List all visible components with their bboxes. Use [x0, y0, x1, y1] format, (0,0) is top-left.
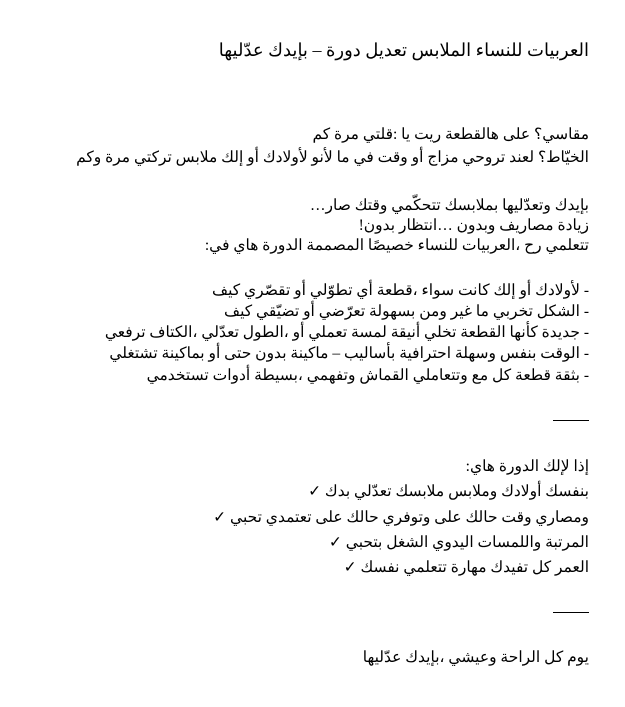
checklist-item-1: بنفسك أولادك وملابس ملابسك تعدّلي بدك ✓	[308, 483, 589, 500]
closing-line: يوم كل الراحة وعيشي ،بإيدك عدّليها	[362, 649, 589, 666]
benefits-heading: إذا لإلك الدورة هاي:	[465, 458, 589, 475]
page-title: العربيات للنساء الملابس تعديل دورة – بإيدك عدّليها	[218, 40, 589, 60]
paragraph-line-1: بإيدك وتعدّليها بملابسك تتحكّمي وقتك صار…	[310, 197, 589, 214]
paragraph-line-3: تتعلمي رح ،العربيات للنساء خصيصًا المصممة الدورة هاي في:	[204, 237, 589, 254]
section-divider	[553, 612, 589, 613]
bullet-item-2: - الشكل تخربي ما غير ومن بسهولة تعرّضي أو تضيّقي كيف	[224, 303, 589, 320]
bullet-item-4: - الوقت بنفس وسهلة احترافية بأساليب – ماكينة بدون حتى أو بماكينة تشتغلي	[109, 345, 589, 362]
section-divider	[553, 420, 589, 421]
intro-line-2: الخيّاط؟ لعند تروحي مزاج أو وقت في ما لأنو لأولادك أو إلك ملابس تركتي مرة وكم	[76, 149, 589, 166]
checklist-item-3: المرتبة واللمسات اليدوي الشغل بتحبي ✓	[328, 534, 589, 551]
bullet-item-3: - جديدة كأنها القطعة تخلي أنيقة لمسة تعملي أو ،الطول تعدّلي ،الكتاف ترفعي	[104, 324, 589, 341]
intro-line-1: مقاسي؟ على هالقطعة ريت يا :قلتي مرة كم	[312, 126, 589, 143]
checklist-item-2: ومصاري وقت حالك على وتوفري حالك على تعتمدي تحبي ✓	[213, 509, 589, 526]
paragraph-line-2: زيادة مصاريف وبدون …انتظار بدون!	[358, 217, 589, 234]
bullet-item-5: - بثقة قطعة كل مع وتتعاملي القماش وتفهمي ،بسيطة أدوات تستخدمي	[146, 367, 589, 384]
bullet-item-1: - لأولادك أو إلك كانت سواء ،قطعة أي تطوّلي أو تقصّري كيف	[212, 282, 589, 299]
checklist-item-4: العمر كل تفيدك مهارة تتعلمي نفسك ✓	[343, 559, 589, 576]
